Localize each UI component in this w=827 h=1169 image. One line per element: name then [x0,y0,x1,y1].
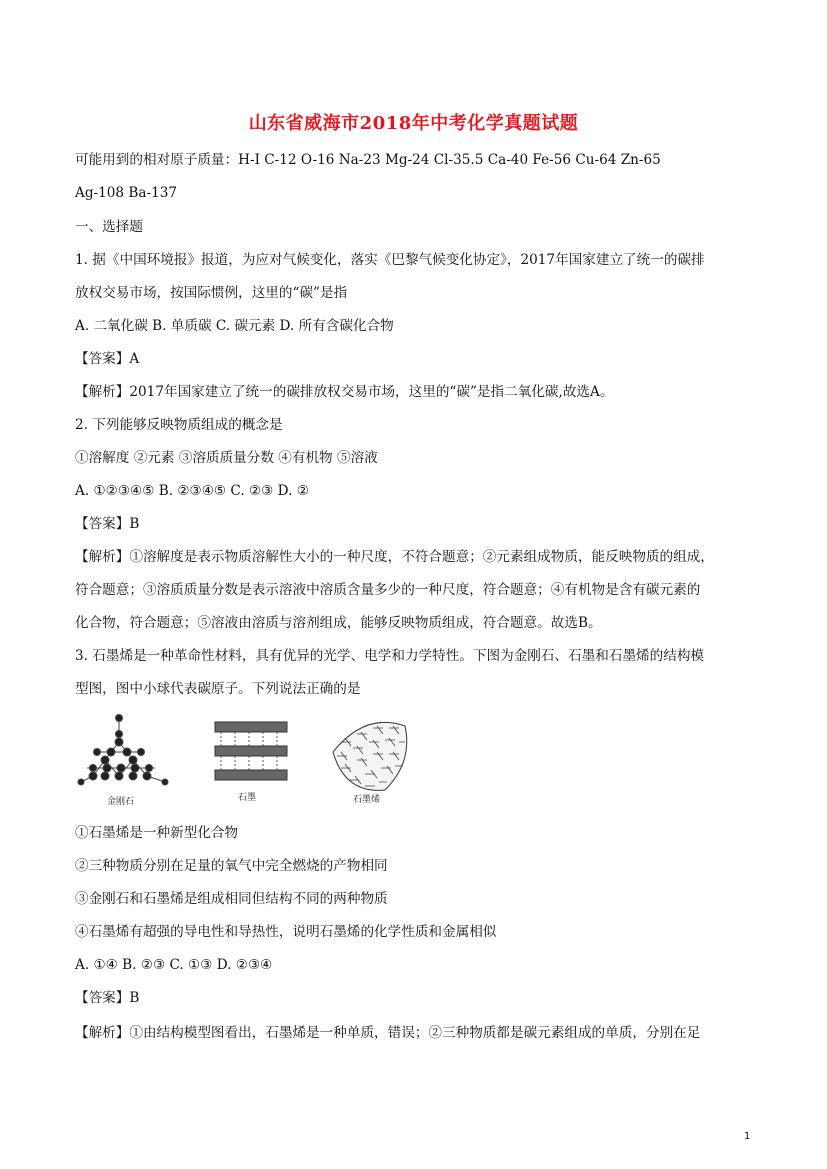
page-number: 1 [744,1131,751,1142]
graphene-model-icon [333,722,407,790]
q2-stem: 2. 下列能够反映物质组成的概念是 [75,417,283,433]
q2-analysis-line-3: 化合物，符合题意；⑤溶液由溶质与溶剂组成，能够反映物质组成，符合题意。故选B。 [75,615,602,631]
q3-answer: 【答案】B [75,990,140,1006]
q3-statement-2: ②三种物质分别在足量的氧气中完全燃烧的产物相同 [75,858,388,874]
diamond-model-icon [78,715,168,786]
q1-options: A. 二氧化碳 B. 单质碳 C. 碳元素 D. 所有含碳化合物 [75,318,394,334]
figure-label-graphene: 石墨烯 [353,795,381,805]
q2-items: ①溶解度 ②元素 ③溶质质量分数 ④有机物 ⑤溶液 [75,450,378,466]
page-title: 山东省威海市2018年中考化学真题试题 [248,113,579,134]
figure-label-diamond: 金刚石 [107,797,135,807]
q1-stem-line-2: 放权交易市场，按国际惯例，这里的“碳”是指 [75,285,348,301]
q1-analysis: 【解析】2017年国家建立了统一的碳排放权交易市场，这里的“碳”是指二氧化碳,故选A。 [75,384,614,400]
q3-analysis-line-1: 【解析】①由结构模型图看出，石墨烯是一种单质，错误；②三种物质都是碳元素组成的单质，分别在足 [75,1025,701,1041]
q3-stem-line-1: 3. 石墨烯是一种革命性材料，具有优异的光学、电学和力学特性。下图为金刚石、石墨和石墨烯的结构模 [75,648,705,664]
q1-answer: 【答案】A [75,351,140,367]
section-heading: 一、选择题 [75,219,143,235]
q2-answer: 【答案】B [75,516,140,532]
carbon-structure-figure [75,712,425,812]
q1-stem-line-1: 1. 据《中国环境报》报道，为应对气候变化，落实《巴黎气候变化协定》，2017年国家建立了统一的碳排 [75,252,705,268]
q3-statement-3: ③金刚石和石墨烯是组成相同但结构不同的两种物质 [75,891,388,907]
q2-analysis-line-2: 符合题意；③溶质质量分数是表示溶液中溶质含量多少的一种尺度，符合题意；④有机物是含有碳元素的 [75,582,701,598]
atomic-mass-line-1: 可能用到的相对原子质量：H-I C-12 O-16 Na-23 Mg-24 Cl-35.5 Ca-40 Fe-56 Cu-64 Zn-65 [75,152,661,168]
q3-options: A. ①④ B. ②③ C. ①③ D. ②③④ [75,957,273,973]
atomic-mass-line-2: Ag-108 Ba-137 [75,185,178,201]
q3-statement-4: ④石墨烯有超强的导电性和导热性，说明石墨烯的化学性质和金属相似 [75,924,497,940]
graphite-model-icon [215,722,287,780]
q3-stem-line-2: 型图，图中小球代表碳原子。下列说法正确的是 [75,681,361,697]
q2-analysis-line-1: 【解析】①溶解度是表示物质溶解性大小的一种尺度，不符合题意；②元素组成物质，能反映物质的组成， [75,549,714,565]
q2-options: A. ①②③④⑤ B. ②③④⑤ C. ②③ D. ② [75,483,309,499]
figure-label-graphite: 石墨 [238,793,257,803]
q3-statement-1: ①石墨烯是一种新型化合物 [75,825,239,841]
